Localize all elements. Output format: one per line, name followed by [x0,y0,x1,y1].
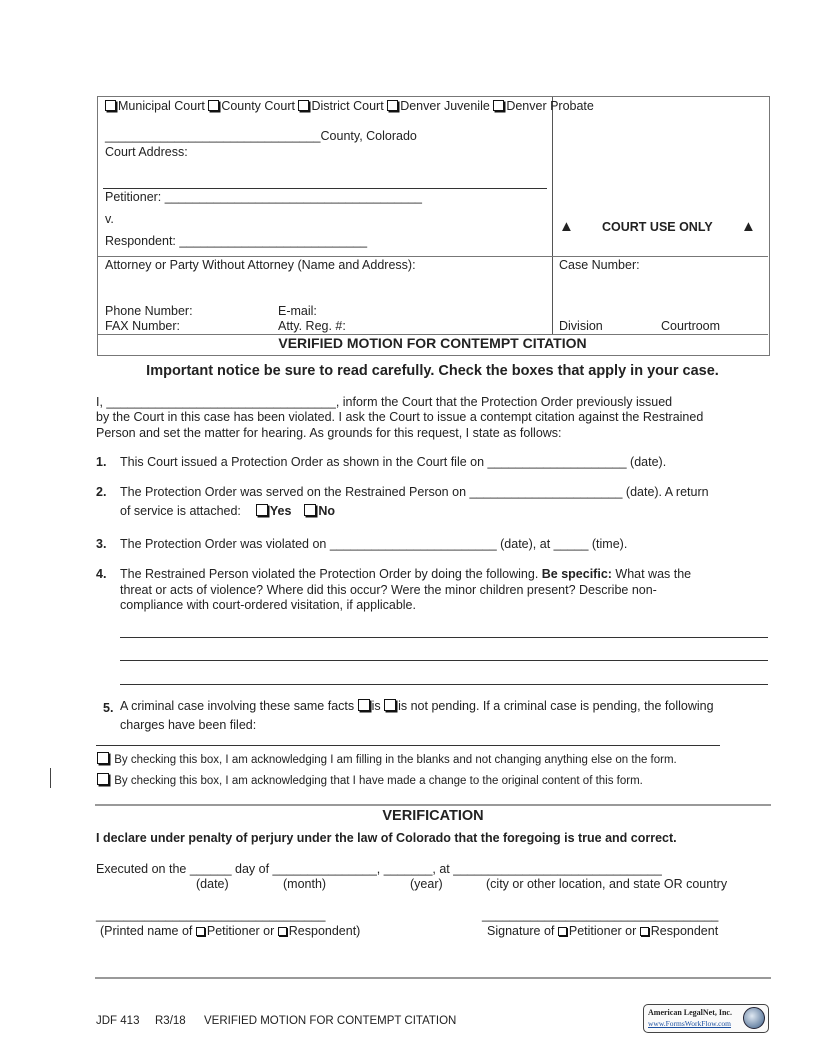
intro-line-2: by the Court in this case has been violated. I ask the Court to issue a contempt citation against the Restrained [96,410,704,424]
footer-form-id: JDF 413 [96,1015,140,1027]
item-1-number: 1. [96,455,107,469]
item-2-service: of service is attached: Yes No [120,504,336,518]
division-label: Division [559,319,603,333]
declaration: I declare under penalty of perjury under the law of Colorado that the foregoing is true and correct. [96,831,677,845]
footer-title: VERIFIED MOTION FOR CONTEMPT CITATION [204,1015,457,1027]
printed-name-label: (Printed name of Petitioner or Respondent) [100,924,361,938]
charges-line[interactable] [96,745,720,746]
ack-no-change-checkbox[interactable] [97,752,109,764]
year-label: (year) [410,877,443,891]
item-4-line-3: compliance with court-ordered visitation, if applicable. [120,598,416,612]
item-5-number: 5. [103,701,114,715]
item-2-number: 2. [96,485,107,499]
versus-label: v. [105,212,114,226]
court-address-label: Court Address: [105,145,188,159]
location-label: (city or other location, and state OR country [486,877,728,891]
item-4-number: 4. [96,567,107,581]
atty-reg-label: Atty. Reg. #: [278,319,346,333]
printed-name-blank[interactable]: _________________________________ [96,908,326,922]
section-divider [95,804,771,806]
month-label: (month) [283,877,327,891]
executed-line: Executed on the ______ day of _______________, _______, at ______________________________ [96,862,662,876]
county-court-checkbox[interactable] [208,100,219,111]
acknowledgement-2: By checking this box, I am acknowledging that I have made a change to the original content of this form. [97,773,643,787]
county-line: _______________________________County, Colorado [105,129,417,143]
item-5-text: A criminal case involving these same facts is is not pending. If a criminal case is pending, the following [120,699,714,713]
criminal-case-is-not-checkbox[interactable] [384,699,396,711]
caption-divider [552,97,553,334]
signature-petitioner-checkbox[interactable] [558,927,567,936]
text-cursor [50,768,51,788]
service-no-checkbox[interactable] [304,504,316,516]
court-address-line[interactable] [103,188,547,189]
logo-name: American LegalNet, Inc. [648,1008,732,1017]
footer-revision: R3/18 [155,1015,186,1027]
description-line[interactable] [120,637,768,638]
important-notice: Important notice be sure to read carefully. Check the boxes that apply in your case. [146,363,719,379]
denver-probate-checkbox[interactable] [493,100,504,111]
item-3-number: 3. [96,537,107,551]
signature-respondent-checkbox[interactable] [640,927,649,936]
ack-changed-checkbox[interactable] [97,773,109,785]
logo-url: www.FormsWorkFlow.com [648,1019,732,1028]
printed-respondent-checkbox[interactable] [278,927,287,936]
respondent-line: Respondent: ___________________________ [105,234,368,248]
caption-row-divider [98,256,768,257]
intro-line-1: I, _________________________________, inform the Court that the Protection Order previously issued [96,395,673,409]
item-4-text: The Restrained Person violated the Protection Order by doing the following. Be specific: What was the [120,567,692,581]
acknowledgement-1: By checking this box, I am acknowledging I am filling in the blanks and not changing anything else on the form. [97,752,677,766]
respondent-blank[interactable]: ___________________________ [179,234,368,248]
item-4-line-2: threat or acts of violence? Where did this occur? Were the minor children present? Describe non- [120,583,657,597]
triangle-up-icon: ▲ [559,218,574,235]
service-yes-checkbox[interactable] [256,504,268,516]
criminal-case-is-checkbox[interactable] [358,699,370,711]
description-line[interactable] [120,684,768,685]
item-5-line-2: charges have been filed: [120,718,257,732]
courtroom-label: Courtroom [661,319,721,333]
publisher-logo[interactable] [643,1004,769,1033]
petitioner-line: Petitioner: _____________________________________ [105,190,422,204]
case-number-label: Case Number: [559,258,640,272]
globe-icon [743,1007,765,1029]
triangle-up-icon: ▲ [741,218,756,235]
fax-label: FAX Number: [105,319,181,333]
petitioner-blank[interactable]: _____________________________________ [164,190,422,204]
phone-label: Phone Number: [105,304,193,318]
date-label: (date) [196,877,229,891]
email-label: E-mail: [278,304,317,318]
denver-juvenile-checkbox[interactable] [387,100,398,111]
signature-label: Signature of Petitioner or Respondent [487,924,719,938]
municipal-court-checkbox[interactable] [105,100,116,111]
verification-heading: VERIFICATION [382,808,484,824]
item-2-text: The Protection Order was served on the Restrained Person on ______________________ (date). A return [120,485,709,499]
court-options: Municipal Court County Court District Court Denver Juvenile Denver Probate [105,99,594,113]
attorney-label: Attorney or Party Without Attorney (Name and Address): [105,258,416,272]
form-title: VERIFIED MOTION FOR CONTEMPT CITATION [278,335,587,351]
item-3-text: The Protection Order was violated on ________________________ (date), at _____ (time). [120,537,628,551]
description-line[interactable] [120,660,768,661]
item-1-text: This Court issued a Protection Order as shown in the Court file on ____________________ (date). [120,455,667,469]
district-court-checkbox[interactable] [298,100,309,111]
signature-blank[interactable]: __________________________________ [482,908,719,922]
county-blank[interactable]: _______________________________ [105,129,321,143]
intro-line-3: Person and set the matter for hearing. As grounds for this request, I state as follows: [96,426,562,440]
footer-divider [95,977,771,979]
printed-petitioner-checkbox[interactable] [196,927,205,936]
